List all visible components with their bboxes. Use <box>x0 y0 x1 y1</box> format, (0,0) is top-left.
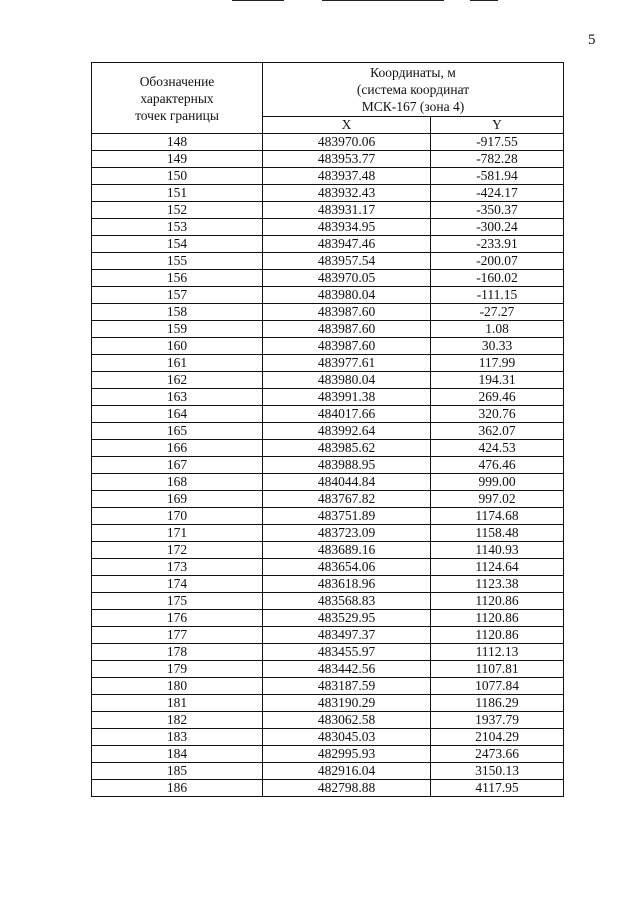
x-coordinate-cell: 483953.77 <box>263 151 431 168</box>
y-coordinate-cell: 1.08 <box>431 321 564 338</box>
table-row <box>92 661 564 678</box>
x-coordinate-cell: 483190.29 <box>263 695 431 712</box>
point-cell: 154 <box>92 236 263 253</box>
point-cell: 163 <box>92 389 263 406</box>
y-coordinate-cell: 4117.95 <box>431 780 564 797</box>
point-cell: 172 <box>92 542 263 559</box>
y-coordinate-cell: -424.17 <box>431 185 564 202</box>
point-cell: 148 <box>92 134 263 151</box>
x-coordinate-cell: 484017.66 <box>263 406 431 423</box>
y-coordinate-cell: 997.02 <box>431 491 564 508</box>
table-row <box>92 168 564 185</box>
point-cell: 167 <box>92 457 263 474</box>
x-coordinate-cell: 483992.64 <box>263 423 431 440</box>
x-coordinate-cell: 483980.04 <box>263 372 431 389</box>
x-coordinate-cell: 483970.05 <box>263 270 431 287</box>
x-coordinate-cell: 483568.83 <box>263 593 431 610</box>
y-coordinate-cell: 1124.64 <box>431 559 564 576</box>
y-coordinate-cell: 424.53 <box>431 440 564 457</box>
table-row <box>92 423 564 440</box>
table-row <box>92 440 564 457</box>
table-row <box>92 202 564 219</box>
x-coordinate-cell: 483767.82 <box>263 491 431 508</box>
table-row <box>92 270 564 287</box>
table-row <box>92 729 564 746</box>
point-cell: 169 <box>92 491 263 508</box>
point-cell: 176 <box>92 610 263 627</box>
x-coordinate-cell: 483934.95 <box>263 219 431 236</box>
point-cell: 161 <box>92 355 263 372</box>
point-cell: 180 <box>92 678 263 695</box>
x-coordinate-cell: 483455.97 <box>263 644 431 661</box>
point-cell: 181 <box>92 695 263 712</box>
point-cell: 171 <box>92 525 263 542</box>
table-row <box>92 219 564 236</box>
table-row <box>92 610 564 627</box>
x-coordinate-cell: 483991.38 <box>263 389 431 406</box>
coordinates-table <box>91 62 564 797</box>
point-cell: 152 <box>92 202 263 219</box>
table-row <box>92 372 564 389</box>
y-coordinate-cell: -27.27 <box>431 304 564 321</box>
point-cell: 175 <box>92 593 263 610</box>
table-row <box>92 304 564 321</box>
table-row <box>92 695 564 712</box>
table-row <box>92 780 564 797</box>
x-coordinate-cell: 483957.54 <box>263 253 431 270</box>
point-cell: 178 <box>92 644 263 661</box>
point-cell: 151 <box>92 185 263 202</box>
table-row <box>92 474 564 491</box>
x-coordinate-cell: 483988.95 <box>263 457 431 474</box>
x-coordinate-cell: 483062.58 <box>263 712 431 729</box>
y-coordinate-cell: 1140.93 <box>431 542 564 559</box>
point-cell: 164 <box>92 406 263 423</box>
table-row <box>92 644 564 661</box>
y-coordinate-cell: 1077.84 <box>431 678 564 695</box>
table-row <box>92 542 564 559</box>
x-coordinate-cell: 483618.96 <box>263 576 431 593</box>
table-row <box>92 134 564 151</box>
x-column-header: X <box>263 116 431 134</box>
point-cell: 186 <box>92 780 263 797</box>
table-row <box>92 321 564 338</box>
y-coordinate-cell: -111.15 <box>431 287 564 304</box>
coordinates-column-header <box>263 63 564 117</box>
table-row <box>92 559 564 576</box>
points-column-header <box>92 63 263 134</box>
table-row <box>92 338 564 355</box>
table-row <box>92 287 564 304</box>
y-coordinate-cell: 117.99 <box>431 355 564 372</box>
y-coordinate-cell: 1120.86 <box>431 610 564 627</box>
point-cell: 177 <box>92 627 263 644</box>
y-coordinate-cell: 1123.38 <box>431 576 564 593</box>
x-coordinate-cell: 483529.95 <box>263 610 431 627</box>
x-coordinate-cell: 484044.84 <box>263 474 431 491</box>
table-row <box>92 406 564 423</box>
table-row <box>92 627 564 644</box>
y-coordinate-cell: 1186.29 <box>431 695 564 712</box>
y-coordinate-cell: 1120.86 <box>431 593 564 610</box>
y-coordinate-cell: -782.28 <box>431 151 564 168</box>
x-coordinate-cell: 483187.59 <box>263 678 431 695</box>
x-coordinate-cell: 483045.03 <box>263 729 431 746</box>
x-coordinate-cell: 483937.48 <box>263 168 431 185</box>
table-row <box>92 185 564 202</box>
table-row <box>92 355 564 372</box>
x-coordinate-cell: 482995.93 <box>263 746 431 763</box>
table-header <box>92 63 564 134</box>
y-coordinate-cell: -160.02 <box>431 270 564 287</box>
x-coordinate-cell: 483947.46 <box>263 236 431 253</box>
point-cell: 157 <box>92 287 263 304</box>
table-row <box>92 491 564 508</box>
x-coordinate-cell: 483987.60 <box>263 338 431 355</box>
top-edge-rule <box>470 0 498 1</box>
table-row <box>92 525 564 542</box>
table-row <box>92 389 564 406</box>
y-coordinate-cell: 30.33 <box>431 338 564 355</box>
y-coordinate-cell: 269.46 <box>431 389 564 406</box>
point-cell: 173 <box>92 559 263 576</box>
x-coordinate-cell: 483442.56 <box>263 661 431 678</box>
x-coordinate-cell: 483980.04 <box>263 287 431 304</box>
point-cell: 150 <box>92 168 263 185</box>
point-cell: 165 <box>92 423 263 440</box>
table-row <box>92 763 564 780</box>
point-cell: 174 <box>92 576 263 593</box>
coordinates-header-line: Координаты, м <box>370 64 456 80</box>
y-coordinate-cell: 1937.79 <box>431 712 564 729</box>
points-header-line: Обозначение <box>139 73 215 89</box>
y-coordinate-cell: 2104.29 <box>431 729 564 746</box>
top-edge-rule <box>322 0 444 1</box>
table-row <box>92 712 564 729</box>
point-cell: 158 <box>92 304 263 321</box>
table-row <box>92 253 564 270</box>
table-row <box>92 236 564 253</box>
point-cell: 160 <box>92 338 263 355</box>
point-cell: 168 <box>92 474 263 491</box>
table-body <box>92 134 564 797</box>
point-cell: 170 <box>92 508 263 525</box>
y-coordinate-cell: 3150.13 <box>431 763 564 780</box>
x-coordinate-cell: 483654.06 <box>263 559 431 576</box>
x-coordinate-cell: 483932.43 <box>263 185 431 202</box>
coordinates-header-line: МСК-167 (зона 4) <box>361 98 465 114</box>
y-column-header: Y <box>431 116 564 134</box>
table-row <box>92 508 564 525</box>
point-cell: 184 <box>92 746 263 763</box>
point-cell: 159 <box>92 321 263 338</box>
y-coordinate-cell: -581.94 <box>431 168 564 185</box>
point-cell: 156 <box>92 270 263 287</box>
table-row <box>92 151 564 168</box>
y-coordinate-cell: 1158.48 <box>431 525 564 542</box>
x-coordinate-cell: 483689.16 <box>263 542 431 559</box>
table-row <box>92 576 564 593</box>
point-cell: 179 <box>92 661 263 678</box>
y-coordinate-cell: -300.24 <box>431 219 564 236</box>
x-coordinate-cell: 483931.17 <box>263 202 431 219</box>
point-cell: 153 <box>92 219 263 236</box>
top-edge-rule <box>232 0 284 1</box>
y-coordinate-cell: 2473.66 <box>431 746 564 763</box>
y-coordinate-cell: 476.46 <box>431 457 564 474</box>
points-header-line: точек границы <box>135 107 219 123</box>
point-cell: 182 <box>92 712 263 729</box>
x-coordinate-cell: 483987.60 <box>263 321 431 338</box>
table-row <box>92 746 564 763</box>
y-coordinate-cell: 320.76 <box>431 406 564 423</box>
table-row <box>92 678 564 695</box>
x-coordinate-cell: 483970.06 <box>263 134 431 151</box>
point-cell: 149 <box>92 151 263 168</box>
y-coordinate-cell: 1107.81 <box>431 661 564 678</box>
y-coordinate-cell: 194.31 <box>431 372 564 389</box>
x-coordinate-cell: 483751.89 <box>263 508 431 525</box>
point-cell: 185 <box>92 763 263 780</box>
point-cell: 162 <box>92 372 263 389</box>
y-coordinate-cell: -233.91 <box>431 236 564 253</box>
page-number: 5 <box>588 32 596 48</box>
y-coordinate-cell: 362.07 <box>431 423 564 440</box>
point-cell: 183 <box>92 729 263 746</box>
x-coordinate-cell: 483987.60 <box>263 304 431 321</box>
coordinates-header-line: (система координат <box>356 81 470 97</box>
table-row <box>92 457 564 474</box>
y-coordinate-cell: -350.37 <box>431 202 564 219</box>
y-coordinate-cell: 1174.68 <box>431 508 564 525</box>
x-coordinate-cell: 483723.09 <box>263 525 431 542</box>
y-coordinate-cell: 1120.86 <box>431 627 564 644</box>
x-coordinate-cell: 483985.62 <box>263 440 431 457</box>
x-coordinate-cell: 483497.37 <box>263 627 431 644</box>
y-coordinate-cell: 1112.13 <box>431 644 564 661</box>
x-coordinate-cell: 483977.61 <box>263 355 431 372</box>
y-coordinate-cell: -917.55 <box>431 134 564 151</box>
y-coordinate-cell: 999.00 <box>431 474 564 491</box>
y-coordinate-cell: -200.07 <box>431 253 564 270</box>
point-cell: 155 <box>92 253 263 270</box>
x-coordinate-cell: 482916.04 <box>263 763 431 780</box>
point-cell: 166 <box>92 440 263 457</box>
x-coordinate-cell: 482798.88 <box>263 780 431 797</box>
points-header-line: характерных <box>140 90 214 106</box>
table-row <box>92 593 564 610</box>
